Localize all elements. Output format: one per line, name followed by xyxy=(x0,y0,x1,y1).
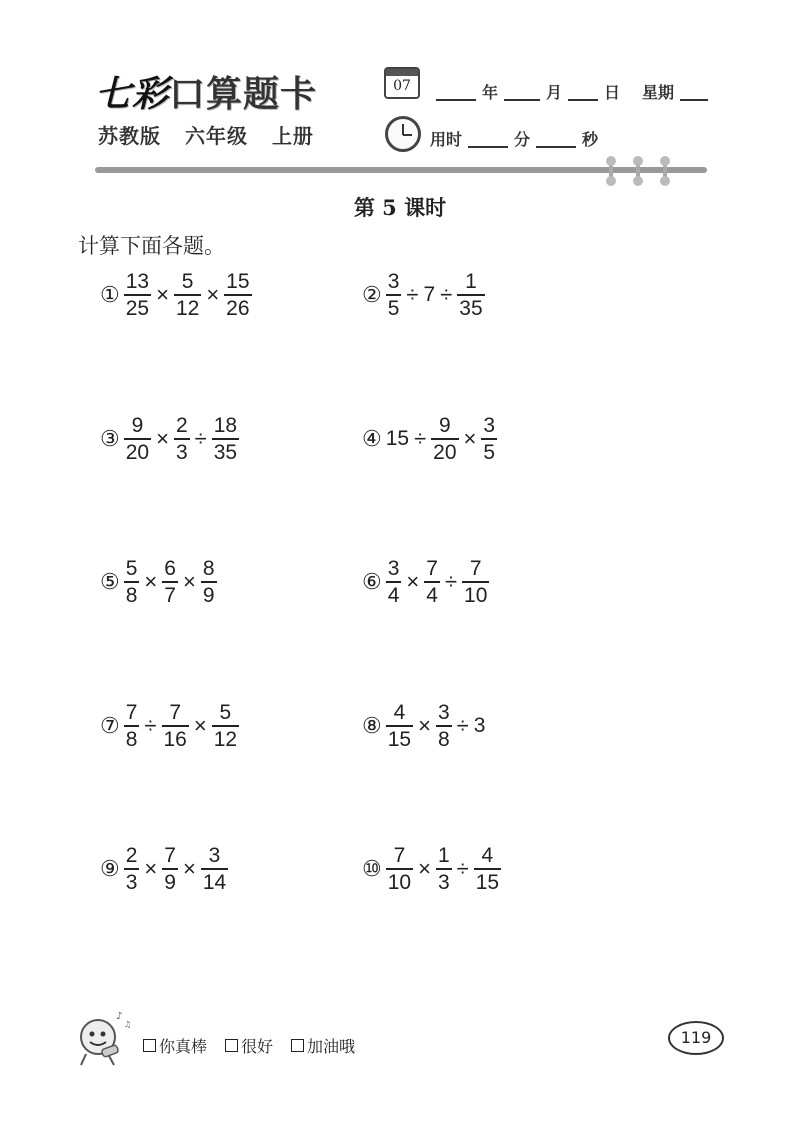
denominator: 8 xyxy=(125,728,138,751)
problem-8 xyxy=(362,702,487,750)
fraction xyxy=(436,845,452,893)
denominator: 7 xyxy=(164,584,176,607)
checkbox[interactable] xyxy=(291,1039,304,1052)
numerator: 7 xyxy=(469,557,482,580)
calendar-day: 07 xyxy=(393,78,411,94)
numerator: 3 xyxy=(437,701,450,724)
fraction xyxy=(174,271,201,319)
problem-number: ⑨ xyxy=(100,856,120,881)
operator: ÷ xyxy=(414,426,427,451)
denominator: 35 xyxy=(459,297,483,320)
problem-5 xyxy=(100,558,219,606)
denominator: 25 xyxy=(125,297,150,320)
self-rating-options xyxy=(143,1034,355,1057)
denominator: 3 xyxy=(175,441,188,464)
operator: ÷ xyxy=(440,282,453,307)
numerator: 1 xyxy=(437,844,450,867)
operator: ÷ xyxy=(444,569,458,594)
operator: × xyxy=(418,713,431,738)
integer: 7 xyxy=(423,283,436,306)
instruction-text: 计算下面各题。 xyxy=(78,234,225,258)
operator: × xyxy=(156,282,169,307)
numerator: 3 xyxy=(208,844,221,867)
numerator: 5 xyxy=(181,270,194,293)
problem-4 xyxy=(362,415,499,463)
problem-number: ④ xyxy=(362,426,382,451)
fraction xyxy=(124,845,140,893)
numerator: 3 xyxy=(483,414,496,437)
rating-label: 很好 xyxy=(241,1037,274,1056)
month-label: 月 xyxy=(546,83,563,102)
fraction xyxy=(431,415,458,463)
day-blank[interactable] xyxy=(568,83,598,101)
problem-number: ① xyxy=(100,282,120,307)
fraction xyxy=(386,702,413,750)
operator: ÷ xyxy=(144,713,157,738)
numerator: 3 xyxy=(387,270,400,293)
fraction xyxy=(474,845,501,893)
time-fill-row xyxy=(430,127,598,150)
brand-title xyxy=(95,66,317,117)
problem-7 xyxy=(100,702,241,750)
operator: × xyxy=(182,569,196,594)
denominator: 15 xyxy=(387,728,412,751)
problem-6 xyxy=(362,558,491,606)
denominator: 4 xyxy=(426,584,438,607)
operator: ÷ xyxy=(406,282,419,307)
denominator: 15 xyxy=(475,871,500,894)
fraction xyxy=(386,845,413,893)
rating-option-keep-trying[interactable] xyxy=(291,1034,355,1057)
fraction xyxy=(201,845,228,893)
calendar-icon xyxy=(384,67,420,99)
numerator: 18 xyxy=(213,414,238,437)
operator: × xyxy=(463,426,477,451)
numerator: 4 xyxy=(393,701,406,724)
numerator: 6 xyxy=(164,557,176,580)
operator: ÷ xyxy=(456,856,469,881)
operator: × xyxy=(144,569,158,594)
rating-option-great[interactable] xyxy=(143,1034,207,1057)
integer: 3 xyxy=(473,714,486,737)
denominator: 20 xyxy=(125,441,150,464)
denominator: 8 xyxy=(437,728,450,751)
lesson-title: 第 5 课时 xyxy=(353,195,447,220)
header-divider xyxy=(95,167,707,173)
book-info xyxy=(98,120,330,149)
numerator: 3 xyxy=(387,557,400,580)
operator: × xyxy=(144,856,158,881)
operator: × xyxy=(182,856,196,881)
integer: 15 xyxy=(385,427,410,450)
numerator: 4 xyxy=(481,844,494,867)
weekday-label: 星期 xyxy=(642,83,675,102)
fraction xyxy=(424,558,440,606)
denominator: 5 xyxy=(387,297,400,320)
numerator: 5 xyxy=(125,557,138,580)
minute-blank[interactable] xyxy=(468,130,508,148)
edition-label: 苏教版 xyxy=(98,124,161,148)
numerator: 7 xyxy=(426,557,438,580)
problem-number: ⑤ xyxy=(100,569,120,594)
problem-2 xyxy=(362,271,487,319)
numerator: 9 xyxy=(131,414,144,437)
checkbox[interactable] xyxy=(143,1039,156,1052)
denominator: 10 xyxy=(464,584,488,607)
denominator: 9 xyxy=(202,584,215,607)
problem-number: ② xyxy=(362,282,382,307)
denominator: 35 xyxy=(213,441,238,464)
operator: ÷ xyxy=(194,426,207,451)
fraction xyxy=(162,702,189,750)
fraction xyxy=(162,558,178,606)
problem-number: ⑧ xyxy=(362,713,382,738)
problem-number: ⑦ xyxy=(100,713,120,738)
fraction xyxy=(124,271,151,319)
denominator: 3 xyxy=(125,871,138,894)
fraction xyxy=(174,415,190,463)
denominator: 12 xyxy=(213,728,238,751)
time-used-label: 用时 xyxy=(430,130,463,149)
minute-label: 分 xyxy=(514,130,531,149)
date-fill-row xyxy=(430,80,714,103)
weekday-blank[interactable] xyxy=(680,83,708,101)
denominator: 10 xyxy=(387,871,412,894)
problem-3 xyxy=(100,415,241,463)
problem-10 xyxy=(362,845,503,893)
numerator: 2 xyxy=(175,414,188,437)
denominator: 12 xyxy=(175,297,200,320)
brand-title-rest: 口算题卡 xyxy=(169,74,318,115)
grade-label: 六年级 xyxy=(184,124,248,148)
binder-ring-icon xyxy=(663,158,667,184)
svg-text:♪: ♪ xyxy=(116,1011,123,1022)
problem-number: ⑥ xyxy=(362,569,382,594)
volume-label: 上册 xyxy=(271,124,314,148)
denominator: 5 xyxy=(483,441,496,464)
fraction xyxy=(201,558,217,606)
year-label: 年 xyxy=(482,83,499,102)
numerator: 8 xyxy=(202,557,215,580)
fraction xyxy=(481,415,497,463)
numerator: 1 xyxy=(465,270,477,293)
fraction xyxy=(212,415,239,463)
problem-9 xyxy=(100,845,230,893)
clock-icon xyxy=(385,116,421,152)
operator: ÷ xyxy=(456,713,469,738)
day-label: 日 xyxy=(604,83,621,102)
operator: × xyxy=(418,856,431,881)
fraction xyxy=(386,558,402,606)
denominator: 14 xyxy=(202,871,227,894)
denominator: 26 xyxy=(226,297,250,320)
second-label: 秒 xyxy=(582,130,599,149)
fraction xyxy=(162,845,178,893)
problem-number: ③ xyxy=(100,426,120,451)
fraction xyxy=(212,702,239,750)
denominator: 4 xyxy=(387,584,400,607)
brand-title-styled: 七彩 xyxy=(95,73,170,115)
numerator: 7 xyxy=(393,844,406,867)
page-number: 119 xyxy=(668,1021,724,1055)
denominator: 8 xyxy=(125,584,138,607)
numerator: 15 xyxy=(226,270,250,293)
numerator: 7 xyxy=(169,701,182,724)
numerator: 13 xyxy=(125,270,150,293)
operator: × xyxy=(193,713,207,738)
year-blank[interactable] xyxy=(436,83,476,101)
denominator: 3 xyxy=(437,871,450,894)
operator: × xyxy=(206,282,220,307)
numerator: 7 xyxy=(164,844,176,867)
fraction xyxy=(462,558,489,606)
operator: × xyxy=(406,569,420,594)
rating-label: 你真棒 xyxy=(159,1037,208,1056)
rating-label: 加油哦 xyxy=(307,1037,356,1056)
fraction xyxy=(457,271,484,319)
second-blank[interactable] xyxy=(536,130,576,148)
checkbox[interactable] xyxy=(225,1039,238,1052)
fraction xyxy=(124,415,151,463)
fraction xyxy=(124,558,140,606)
numerator: 2 xyxy=(125,844,138,867)
denominator: 20 xyxy=(433,441,457,464)
numerator: 9 xyxy=(439,414,451,437)
fraction xyxy=(436,702,452,750)
svg-text:♫: ♫ xyxy=(124,1020,132,1029)
fraction xyxy=(224,271,251,319)
numerator: 5 xyxy=(219,701,232,724)
binder-ring-icon xyxy=(636,158,640,184)
month-blank[interactable] xyxy=(504,83,540,101)
rating-option-good[interactable] xyxy=(225,1034,273,1057)
fraction xyxy=(386,271,402,319)
numerator: 7 xyxy=(125,701,138,724)
operator: × xyxy=(156,426,169,451)
mascot-icon xyxy=(72,1007,134,1069)
denominator: 9 xyxy=(164,871,176,894)
fraction xyxy=(124,702,140,750)
binder-ring-icon xyxy=(609,158,613,184)
problem-1 xyxy=(100,271,254,319)
problem-number: ⑩ xyxy=(362,856,382,881)
denominator: 16 xyxy=(163,728,187,751)
